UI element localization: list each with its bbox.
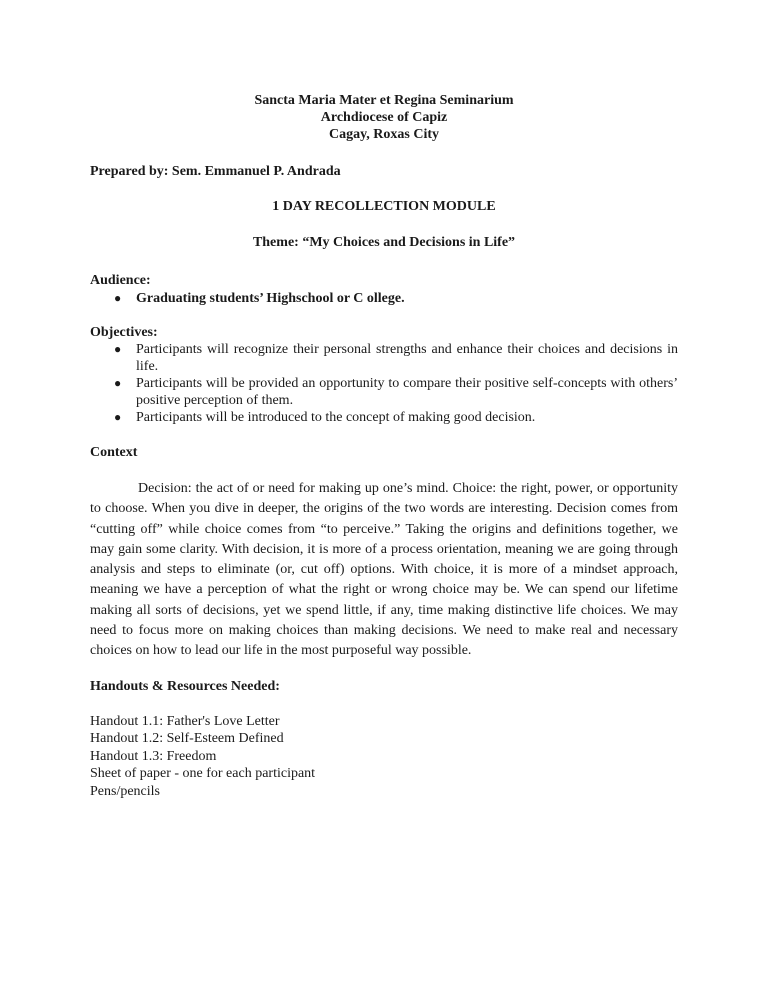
context-paragraph: Decision: the act of or need for making up one’s mind. Choice: the right, power, or opportunity to choose. When you dive in deeper, the origins of the two words are interesting. Decision comes from “cutting off” while choice comes from “to perceive.” Taking the origins and definitions together, we may gain some clarity. With decision, it is more of a process orientation, meaning we are going through analysis and steps to eliminate (or, cut off) options. With choice, it is more of a mindset approach, meaning we have a perception of what the right or wrong choice may be. We can spend our lifetime making all sorts of decisions, yet we spend little, if any, time making distinctive life choices. We may need to focus more on making choices than making decisions. We need to make real and necessary choices on how to lead our life in the most purposeful way possible. xyxy=(90,481,678,659)
context-heading: Context xyxy=(90,445,138,460)
resource-item: Sheet of paper - one for each participant xyxy=(90,766,316,782)
resource-item: Pens/pencils xyxy=(90,783,160,799)
archdiocese-name: Archdiocese of Capiz xyxy=(320,110,448,125)
objective-text: Participants will recognize their personal strengths and enhance their choices and decisions in life. xyxy=(136,342,678,374)
list-item xyxy=(90,341,678,375)
resources-list xyxy=(90,713,678,801)
resource-item: Handout 1.1: Father's Love Letter xyxy=(90,713,280,729)
objective-text: Participants will be provided an opportunity to compare their positive self-concepts with others’ positive perception of them. xyxy=(136,376,678,408)
module-title: 1 DAY RECOLLECTION MODULE xyxy=(272,199,496,214)
audience-list xyxy=(90,290,678,307)
handouts-heading: Handouts & Resources Needed: xyxy=(90,678,280,694)
objective-text: Participants will be introduced to the concept of making good decision. xyxy=(136,410,536,425)
objectives-list xyxy=(90,341,678,426)
bullet-icon: ● xyxy=(114,291,122,305)
resource-item: Handout 1.2: Self-Esteem Defined xyxy=(90,731,284,747)
location: Cagay, Roxas City xyxy=(328,127,440,142)
theme: Theme: “My Choices and Decisions in Life” xyxy=(252,235,516,250)
list-item xyxy=(90,375,678,409)
list-item xyxy=(90,290,678,307)
list-item xyxy=(90,409,678,426)
resource-item: Handout 1.3: Freedom xyxy=(90,748,217,764)
bullet-icon: ● xyxy=(114,376,122,390)
document-page xyxy=(90,92,678,800)
bullet-icon: ● xyxy=(114,342,122,356)
objectives-heading: Objectives: xyxy=(90,325,158,340)
document-header xyxy=(90,92,678,143)
bullet-icon: ● xyxy=(114,410,122,424)
audience-item-text: Graduating students’ Highschool or C ollege. xyxy=(136,291,405,306)
audience-heading: Audience: xyxy=(90,273,151,288)
prepared-by: Prepared by: Sem. Emmanuel P. Andrada xyxy=(90,164,341,179)
seminary-name: Sancta Maria Mater et Regina Seminarium xyxy=(254,93,514,108)
